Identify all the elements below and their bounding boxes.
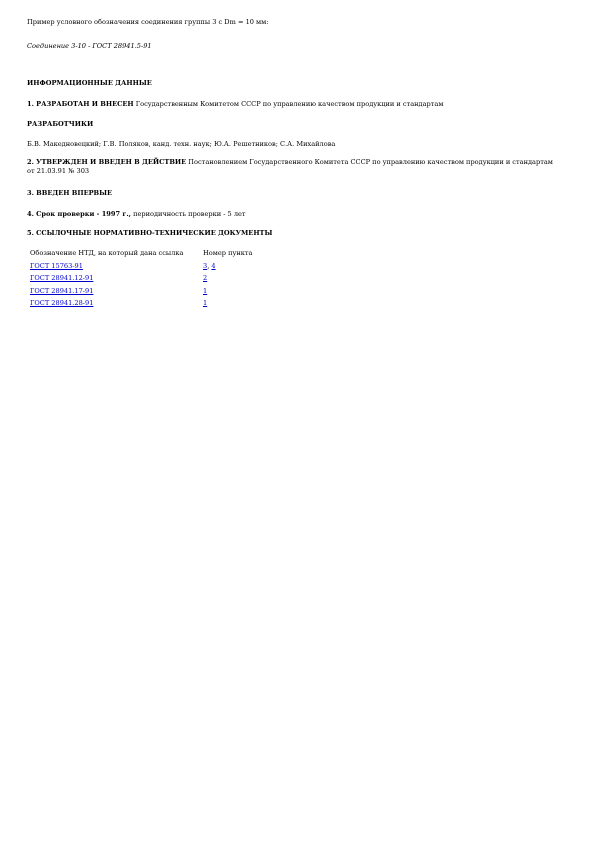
point-link[interactable]: 2 [203, 274, 208, 282]
info-item-1 [27, 100, 443, 109]
reference-link[interactable]: ГОСТ 28941.17-91 [30, 287, 94, 295]
table-row-4-doc[interactable] [30, 299, 93, 308]
table-row-4-points [203, 299, 207, 308]
info-item-4 [27, 210, 246, 219]
info-item-5: 5. ССЫЛОЧНЫЕ НОРМАТИВНО-ТЕХНИЧЕСКИЕ ДОКУМЕНТЫ [27, 229, 273, 237]
example-intro: Пример условного обозначения соединения группы 3 с Dm = 10 мм: [27, 18, 269, 26]
table-row-2-points [203, 274, 207, 283]
info-item-2-heading: 2. УТВЕРЖДЕН И ВВЕДЕН В ДЕЙСТВИЕ [27, 158, 187, 166]
info-item-2 [27, 158, 562, 175]
info-item-1-heading: 1. РАЗРАБОТАН И ВНЕСЕН [27, 100, 134, 108]
reference-link[interactable]: ГОСТ 28941.28-91 [30, 299, 94, 307]
table-row-2-doc[interactable] [30, 274, 93, 283]
developers-title: РАЗРАБОТЧИКИ [27, 120, 94, 128]
reference-link[interactable]: ГОСТ 15763-91 [30, 262, 83, 270]
example-designation: Соединение 3-10 - ГОСТ 28941.5-91 [27, 42, 152, 50]
point-link[interactable]: 4 [211, 262, 216, 270]
table-row-1-points: 3, 4 [203, 262, 216, 270]
info-item-2-text: Постановлением Государственного Комитета СССР по управлению качеством продукции и стандартам от 21.03.91 № 303 [27, 158, 553, 175]
point-link[interactable]: 1 [203, 299, 208, 307]
info-item-4-text: периодичность проверки - 5 лет [130, 210, 246, 218]
table-header-document: Обозначение НТД, на который дана ссылка [30, 249, 184, 257]
point-link[interactable]: 1 [203, 287, 208, 295]
developers-text: Б.В. Македновецкий; Г.В. Поляков, канд. техн. наук; Ю.А. Решетников; С.А. Михайлова [27, 140, 336, 148]
table-row-3-doc[interactable] [30, 287, 93, 296]
table-row-3-points [203, 287, 207, 296]
info-item-3: 3. ВВЕДЕН ВПЕРВЫЕ [27, 189, 113, 197]
table-header-point: Номер пункта [203, 249, 253, 257]
info-title: ИНФОРМАЦИОННЫЕ ДАННЫЕ [27, 79, 152, 87]
info-item-1-text: Государственным Комитетом СССР по управлению качеством продукции и стандартам [133, 100, 444, 108]
table-row-1-doc[interactable] [30, 262, 83, 271]
reference-link[interactable]: ГОСТ 28941.12-91 [30, 274, 94, 282]
point-link[interactable]: 3 [203, 262, 208, 270]
info-item-4-heading: 4. Срок проверки - 1997 г., [27, 210, 131, 218]
